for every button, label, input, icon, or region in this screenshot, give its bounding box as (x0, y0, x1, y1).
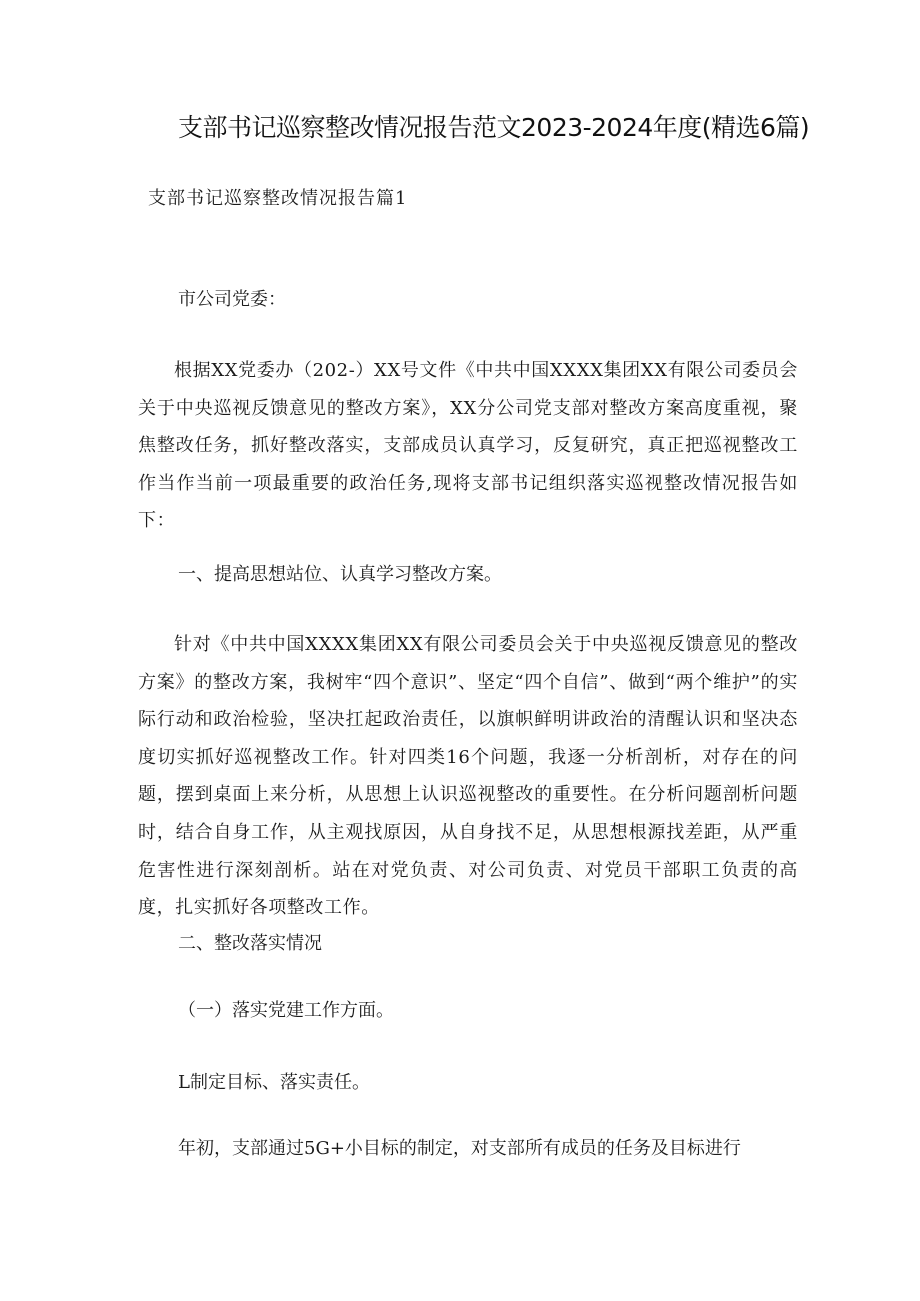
document-title: 支部书记巡察整改情况报告范文2023-2024年度(精选6篇) (178, 113, 810, 142)
document-subtitle: 支部书记巡察整改情况报告篇1 (148, 188, 408, 209)
paragraph-item-1: 年初，支部通过5G+小目标的制定，对支部所有成员的任务及目标进行 (178, 1138, 741, 1159)
salutation: 市公司党委： (178, 289, 286, 310)
subsection-heading-1: （一）落实党建工作方面。 (178, 1000, 394, 1021)
section-heading-2: 二、整改落实情况 (178, 933, 322, 954)
section-heading-1: 一、提高思想站位、认真学习整改方案。 (178, 564, 502, 585)
paragraph-section-1: 针对《中共中国XXXX集团XX有限公司委员会关于中央巡视反馈意见的整改方案》的整改方案，我树牢“四个意识”、坚定“四个自信”、做到“两个维护”的实际行动和政治检验，坚决扛起政治责任，以旗帜鲜明讲政治的清醒认识和坚决态度切实抓好巡视整改工作。针对四类16个问题，我逐一分析剖析，对存在的问题，摆到桌面上来分析，从思想上认识巡视整改的重要性。在分析问题剖析问题时，结合自身工作，从主观找原因，从自身找不足，从思想根源找差距，从严重危害性进行深刻剖析。站在对党负责、对公司负责、对党员干部职工负责的高度，扎实抓好各项整改工作。 (138, 634, 798, 919)
paragraph-intro: 根据XX党委办（202-）XX号文件《中共中国XXXX集团XX有限公司委员会关于中央巡视反馈意见的整改方案》，XX分公司党支部对整改方案高度重视，聚焦整改任务，抓好整改落实，支部成员认真学习，反复研究，真正把巡视整改工作当作当前一项最重要的政治任务,现将支部书记组织落实巡视整改情况报告如下： (138, 360, 798, 532)
item-heading-1: L制定目标、落实责任。 (178, 1072, 370, 1093)
